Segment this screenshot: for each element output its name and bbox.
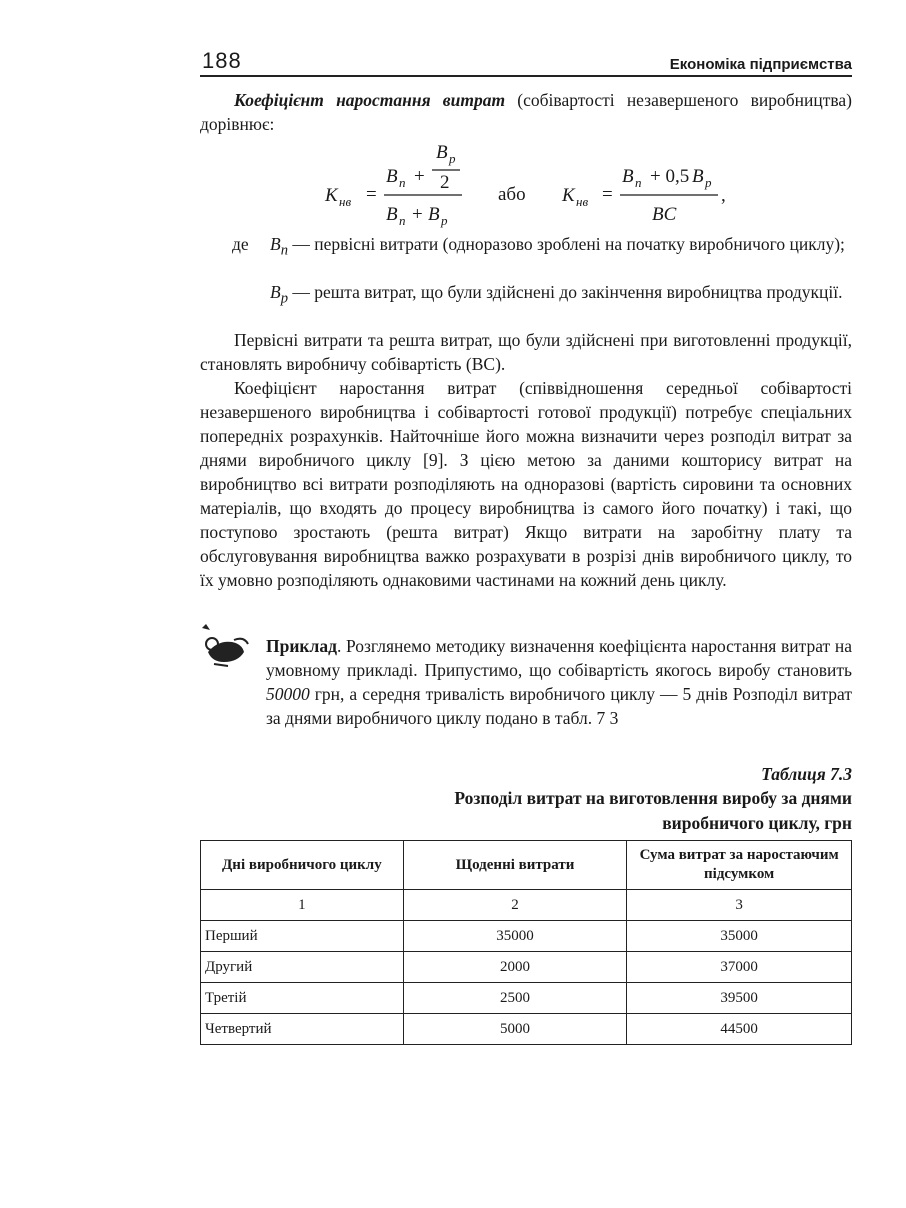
definition-bp — [270, 280, 852, 311]
table-cell-day: Другий — [201, 952, 404, 983]
definition-bn-text: — первісні витрати (одноразово зроблені на початку виробничого циклу); — [288, 234, 845, 254]
formula-k-right-sub: нв — [576, 194, 589, 209]
formula-r-num-bp-sub: р — [705, 175, 712, 190]
table-cell-day: Третій — [201, 983, 404, 1014]
formula-inner-two: 2 — [440, 172, 450, 193]
example-label: Приклад — [266, 636, 337, 656]
running-title: Економіка підприємства — [669, 56, 852, 73]
paragraph-2: Коефіцієнт наростання витрат (співвідношення середньої собівартості незавершеного виробництва і собівартості готової продукції) потребує спеціальних попередніх розрахунків. Найточніше його можна визначити через розподіл витрат за днями виробничого циклу [9]. З цією метою за даними кошторису витрат на виробництво всі витрати розподіляють на одноразові (вартість сировини та основних матеріалів, що входять до процесу виробництва із самого його початку) і такі, що поступово зростають (решта витрат) Якщо витрати на заробітну плату та обслуговування виробництва важко розрахувати в розрізі днів виробничого циклу, то їх умовно розподіляють однаковими частинами на кожний день циклу. — [200, 378, 852, 590]
table-header-cell: Дні виробничого циклу — [201, 841, 404, 890]
formula-r-den-bc: BC — [652, 204, 677, 225]
table-row — [201, 1014, 852, 1045]
definition-bn-sub: п — [280, 242, 288, 259]
table-column-numbers-row — [201, 890, 852, 921]
paragraph-1: Первісні витрати та решта витрат, що були здійснені при виготовленні продукції, становлять виробничу собівартість (ВС). — [200, 330, 852, 374]
cost-distribution-table — [200, 840, 852, 1045]
table-caption: Розподіл витрат на виготовлення виробу за днями виробничого циклу, грн — [454, 788, 852, 833]
example-text-2: грн, а середня тривалість виробничого циклу — 5 днів Розподіл витрат за днями виробничого циклу подано в табл. 7 3 — [266, 684, 852, 728]
formula-num-bn-sub: п — [399, 175, 406, 190]
table-row — [201, 983, 852, 1014]
table-number: Таблиця 7.3 — [761, 764, 852, 784]
where-label: де — [232, 234, 249, 254]
table-header-row — [201, 841, 852, 890]
formula-den-bn: B — [386, 204, 398, 225]
intro-rest: (собівартості незавершеного виробництва) дорівнює: — [200, 90, 852, 134]
table-column-number: 1 — [201, 890, 404, 921]
formula-k-left-sub: нв — [339, 194, 352, 209]
table-cell-cumulative: 44500 — [627, 1014, 852, 1045]
formula-k-left: K — [325, 185, 338, 206]
formula-inner-bp-sub: р — [449, 151, 456, 166]
formula-eq-left: = — [366, 184, 377, 205]
example-hand-icon — [198, 622, 252, 670]
table-cell-cumulative: 35000 — [627, 921, 852, 952]
definition-bp-text: — решта витрат, що були здійснені до закінчення виробництва продукції. — [288, 282, 843, 302]
formula-r-num-bp: B — [692, 166, 704, 187]
definition-bn-term: B — [270, 234, 281, 254]
page-number: 188 — [202, 48, 242, 73]
table-cell-cumulative: 37000 — [627, 952, 852, 983]
definition-bp-term: B — [270, 282, 281, 302]
formula-num-bn: B — [386, 166, 398, 187]
formula-r-comma: , — [721, 185, 726, 206]
table-cell-day: Четвертий — [201, 1014, 404, 1045]
formula-or: або — [498, 184, 526, 205]
formula-den-bp-sub: р — [441, 213, 448, 228]
table-cell-daily: 2000 — [403, 952, 627, 983]
formula-eq-right: = — [602, 184, 613, 205]
table-cell-cumulative: 39500 — [627, 983, 852, 1014]
table-cell-daily: 5000 — [403, 1014, 627, 1045]
intro-paragraph — [200, 88, 852, 136]
table-cell-day: Перший — [201, 921, 404, 952]
formula-r-num-bn: B — [622, 166, 634, 187]
intro-lead: Коефіцієнт наростання витрат — [234, 90, 506, 110]
formula-den-bp: B — [428, 204, 440, 225]
formula-num-plus: + — [414, 166, 425, 187]
formula — [300, 140, 800, 230]
definition-bp-sub: р — [280, 290, 288, 307]
formula-den-bn-sub: п — [399, 213, 406, 228]
table-header-cell: Сума витрат за наростаючим підсумком — [627, 841, 852, 890]
formula-r-num-bn-sub: п — [635, 175, 642, 190]
table-row — [201, 921, 852, 952]
formula-r-num-plus-coef: + 0,5 — [650, 166, 690, 187]
formula-k-right: K — [562, 185, 575, 206]
example-paragraph — [266, 634, 852, 730]
example-text: . Розглянемо методику визначення коефіцієнта наростання витрат на умовному прикладі. Припустимо, що собівартість якогось виробу становить — [266, 636, 852, 680]
table-column-number: 3 — [627, 890, 852, 921]
header-rule — [200, 75, 852, 77]
table-cell-daily: 2500 — [403, 983, 627, 1014]
formula-svg — [300, 140, 800, 230]
table-cell-daily: 35000 — [403, 921, 627, 952]
formula-inner-bp: B — [436, 142, 448, 163]
definition-bn — [270, 232, 852, 263]
example-amount: 50000 — [266, 684, 310, 704]
table-column-number: 2 — [403, 890, 627, 921]
table-row — [201, 952, 852, 983]
table-header-cell: Щоденні витрати — [403, 841, 627, 890]
formula-den-plus: + — [412, 204, 423, 225]
